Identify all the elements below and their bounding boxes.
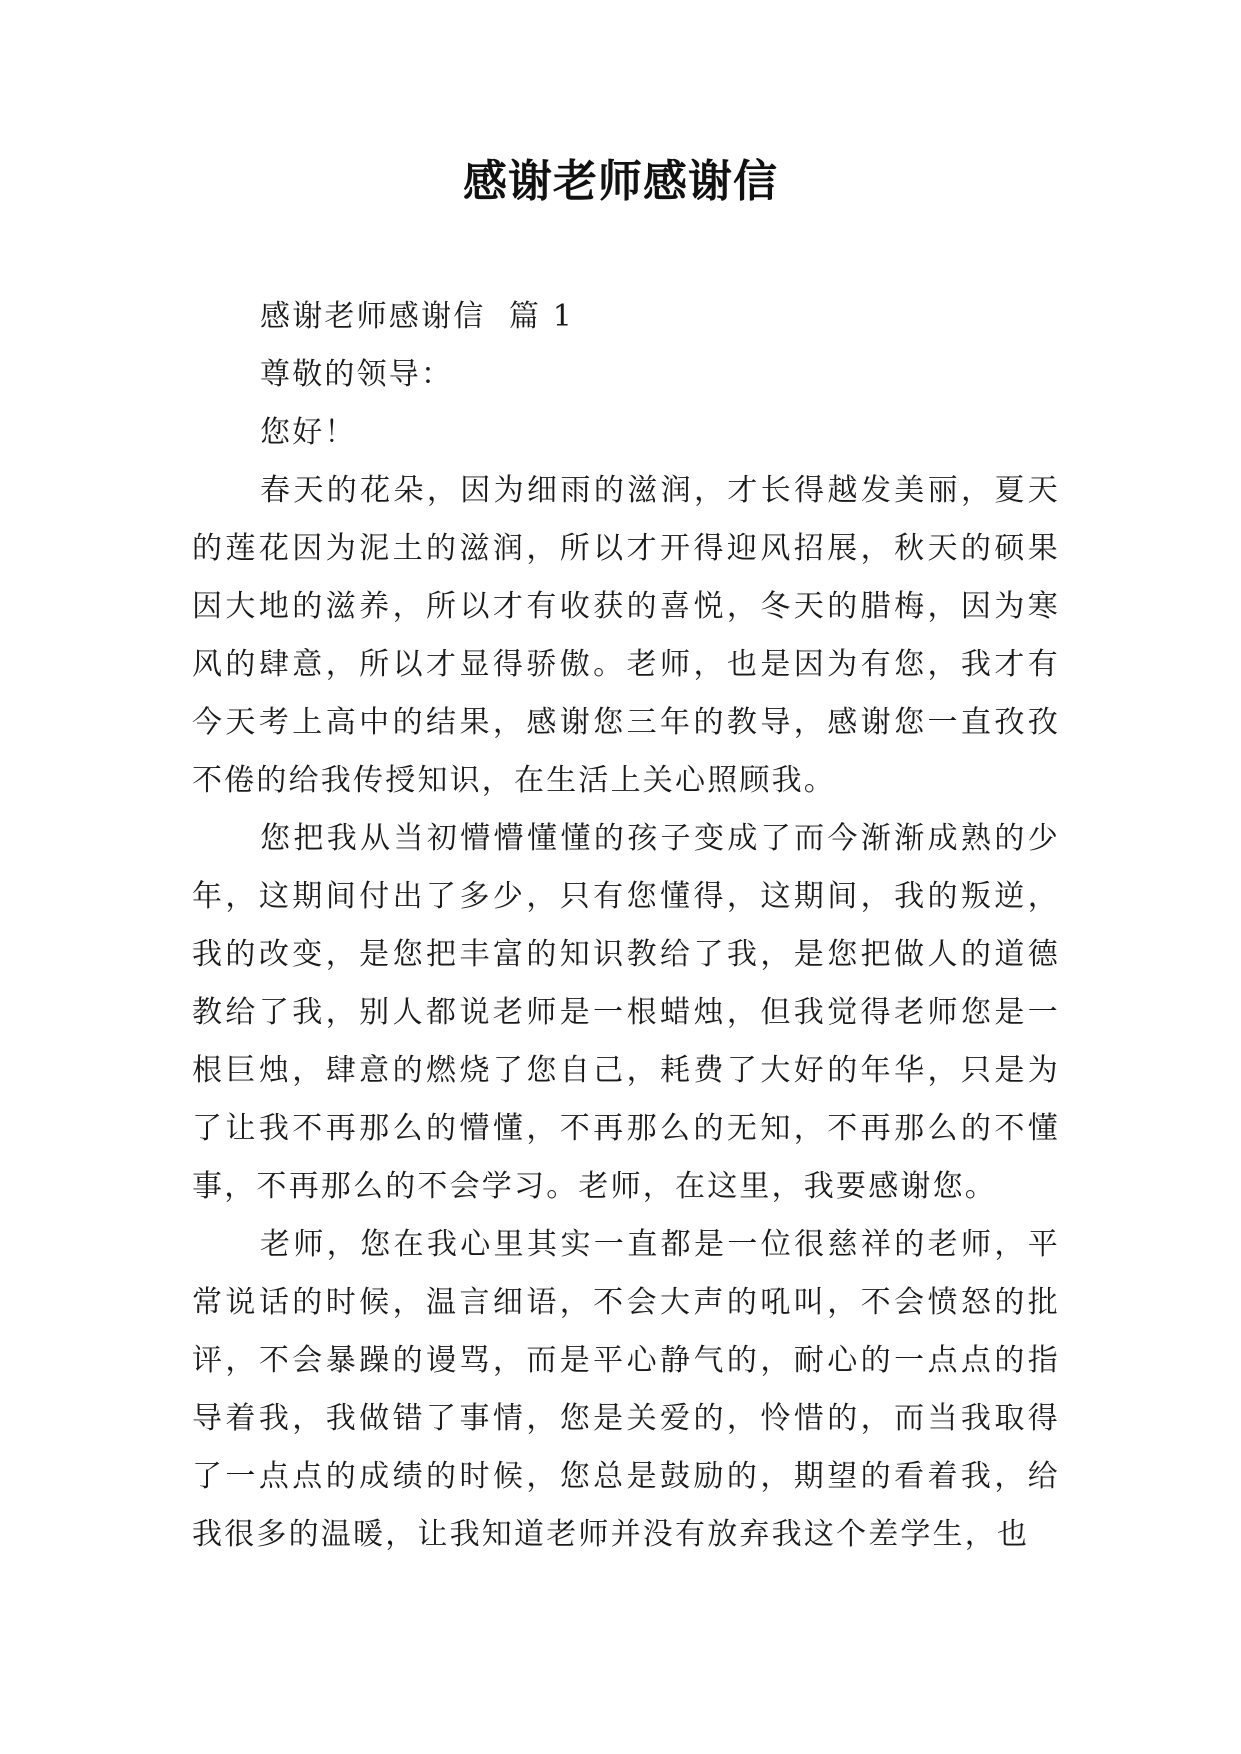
body-paragraph: 老师，您在我心里其实一直都是一位很慈祥的老师，平常说话的时候，温言细语，不会大声的吼叫，不会愤怒的批评，不会暴躁的谩骂，而是平心静气的，耐心的一点点的指导着我，我做错了事情，您是关爱的，怜惜的，而当我取得了一点点的成绩的时候，您总是鼓励的，期望的看着我，给我很多的温暖，让我知道老师并没有放弃我这个差学生，也 [192, 1227, 1060, 1552]
document-body [192, 288, 1060, 1564]
document-title: 感谢老师感谢信 [463, 156, 778, 207]
salutation: 尊敬的领导： [260, 357, 454, 392]
section-heading: 感谢老师感谢信 篇 1 [260, 299, 575, 334]
body-paragraph: 春天的花朵，因为细雨的滋润，才长得越发美丽，夏天的莲花因为泥土的滋润，所以才开得迎风招展，秋天的硕果因大地的滋养，所以才有收获的喜悦，冬天的腊梅，因为寒风的肆意，所以才显得骄傲。老师，也是因为有您，我才有今天考上高中的结果，感谢您三年的教导，感谢您一直孜孜不倦的给我传授知识，在生活上关心照顾我。 [192, 473, 1060, 798]
body-paragraph: 您把我从当初懵懵懂懂的孩子变成了而今渐渐成熟的少年，这期间付出了多少，只有您懂得，这期间，我的叛逆，我的改变，是您把丰富的知识教给了我，是您把做人的道德教给了我，别人都说老师是一根蜡烛，但我觉得老师您是一根巨烛，肆意的燃烧了您自己，耗费了大好的年华，只是为了让我不再那么的懵懂，不再那么的无知，不再那么的不懂事，不再那么的不会学习。老师，在这里，我要感谢您。 [192, 821, 1060, 1204]
greeting: 您好！ [260, 415, 357, 450]
